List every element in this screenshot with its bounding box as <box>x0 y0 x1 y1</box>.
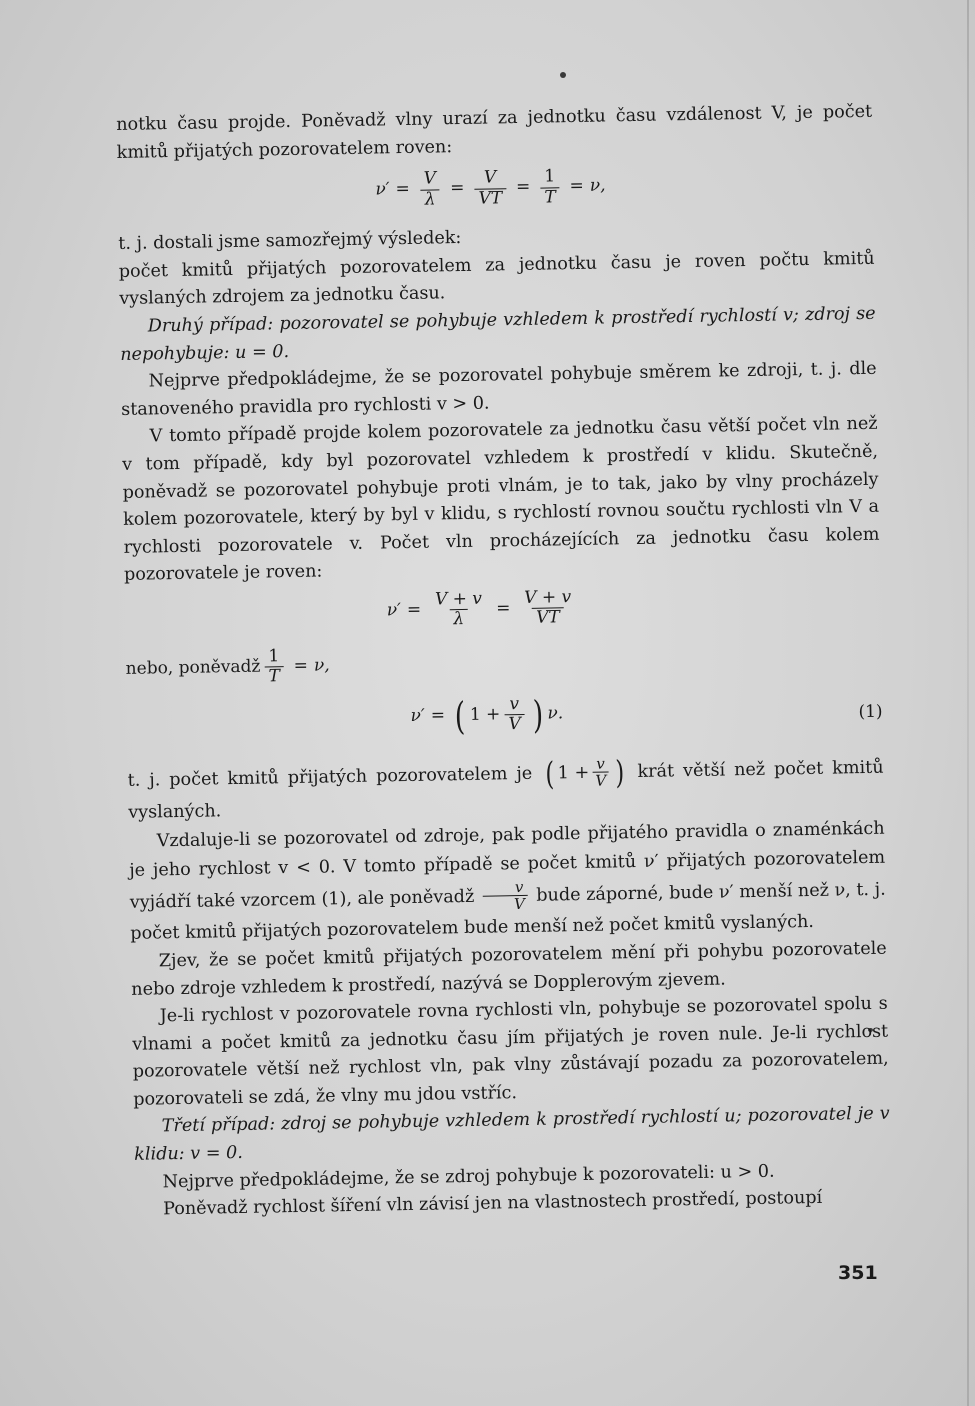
paragraph-1: notku času projde. Poněvadž vlny urazí za jednotku času vzdálenost V, je počet kmitů přijatých pozorovatelem roven: <box>116 101 873 163</box>
paragraph-6: V tomto případě projde kolem pozorovatele za jednotku času větší počet vln než v tom případě, kdy byl pozorovatel vzhledem k prostředí v klidu. Skutečně, poněvadž se pozorovatel pohybuje proti vlnám, je to tak, jako by vlny procházely kolem pozorovatele, který by byl v klidu, s rychlostí rovnou součtu rychlosti vln V a rychlosti pozorovatele v. Počet vln procházejících za jednotku času kolem pozorovatele je roven: <box>121 414 880 586</box>
paragraph-11: Je-li rychlost v pozorovatele rovna rychlosti vln, pohybuje se pozorovatel spolu s vlnami a počet kmitů za jednotku času jím přijatých je roven nule. Je-li rychlost pozorovatele větší než rychlost vln, pak vlny zůstávají pozadu za pozorovatelem, pozorovateli se zdá, že vlny mu jdou vstříc. <box>132 993 889 1110</box>
equation-1: ν′ = $\frac{V}{\lambda}$ = $\frac{V}{VT}$ = $\frac{1}{T}$ = ν, <box>375 166 606 210</box>
paragraph-8: t. j. počet kmitů přijatých pozorovatelem je ( 1 + $\frac{v}{V}$ ) krát větší než počet kmitů vyslaných. <box>127 753 884 823</box>
paragraph-3: počet kmitů přijatých pozorovatelem za jednotku času je roven počtu kmitů vyslaných zdrojem za jednotku času. <box>118 248 875 310</box>
page-number: 351 <box>838 1262 878 1284</box>
paragraph-5: Nejprve předpokládejme, že se pozorovatel pohybuje směrem ke zdroji, t. j. dle stanoveného pravidla pro rychlosti v > 0. <box>121 358 877 420</box>
paragraph-2nd-case-heading: Druhý případ: pozorovatel se pohybuje vzhledem k prostředí rychlostí v; zdroj se nepohybuje: u = 0. <box>120 303 876 365</box>
ink-speck <box>560 72 566 78</box>
equation-inline-T: nebo, poněvadž $\frac{1}{T}$ = ν, <box>125 646 330 687</box>
paragraph-9: Vzdaluje-li se pozorovatel od zdroje, pak podle přijatého pravidla o znaménkách je jeho rychlost v < 0. V tomto případě se počet kmitů ν′ přijatých pozorovatelem vyjádří také vzorcem (1), ale poněvadž $\frac{v}{V}$ bude záporné, bude ν′ menší než ν, t. j. počet kmitů přijatých pozorovatelem bude menší než počet kmitů vyslaných. <box>129 818 886 944</box>
page-edge-shadow <box>967 0 969 1406</box>
equation-number: (1) <box>858 701 883 723</box>
text-block <box>116 99 891 1225</box>
paragraph-2: t. j. dostali jsme samozřejmý výsledek: <box>118 228 462 255</box>
paragraph-10: Zjev, že se počet kmitů přijatých pozorovatelem mění při pohybu pozorovatele nebo zdroje vzhledem k prostředí, nazývá se Dopplerovým zjevem. <box>131 938 887 1000</box>
paragraph-7: nebo, poněvadž <box>125 656 261 680</box>
equation-2: ν′ = $\frac{V + v}{\lambda}$ = $\frac{V + v}{VT}$ <box>386 587 572 630</box>
paragraph-14: Poněvadž rychlost šíření vln závisí jen na vlastnostech prostředí, postoupí <box>162 1188 823 1220</box>
equation-3: ν′ = ( 1 + $\frac{v}{V}$ ) ν. (1) <box>410 692 883 739</box>
paragraph-13: Nejprve předpokládejme, že se zdroj pohybuje k pozorovateli: u > 0. <box>162 1161 775 1193</box>
paragraph-3rd-case-heading: Třetí případ: zdroj se pohybuje vzhledem k prostředí rychlostí u; pozorovatel je v klidu: v = 0. <box>134 1104 890 1165</box>
